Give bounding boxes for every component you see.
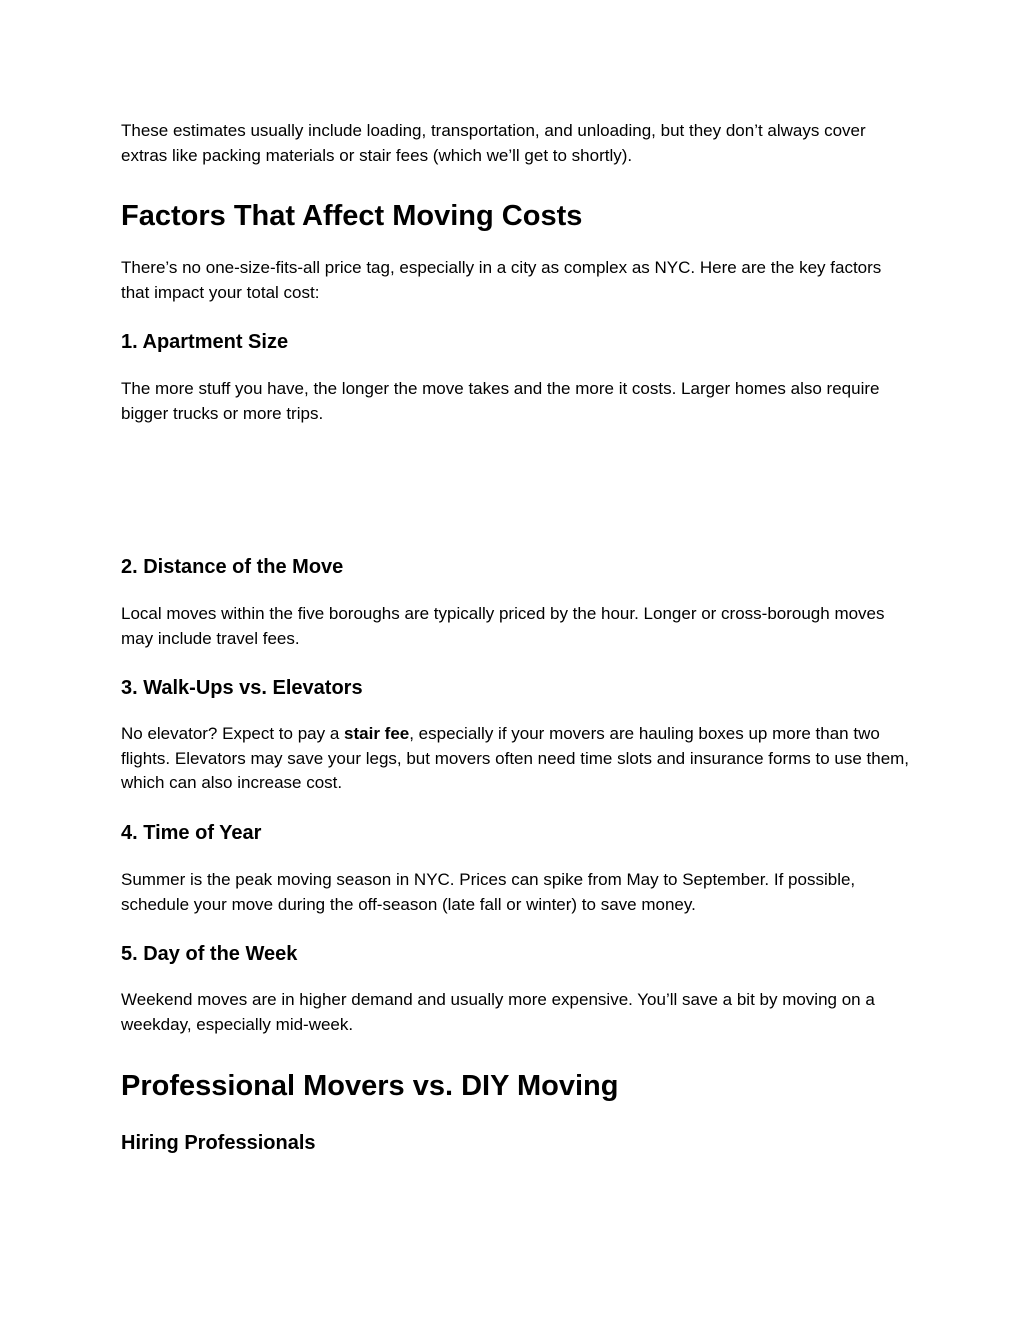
factor-text-day-of-week: Weekend moves are in higher demand and usually more expensive. You’ll save a bit by moving on a weekday, especially mid-week. — [121, 990, 875, 1034]
subheading-hiring-professionals: Hiring Professionals — [121, 1132, 316, 1154]
section-heading-factors: Factors That Affect Moving Costs — [121, 200, 583, 232]
factor-text-time-of-year: Summer is the peak moving season in NYC. Prices can spike from May to September. If possible, schedule your move during the off-season (late fall or winter) to save money. — [121, 870, 856, 914]
factor-text-walk-ups-before: No elevator? Expect to pay a — [121, 724, 345, 743]
factor-text-distance: Local moves within the five boroughs are typically priced by the hour. Longer or cross-borough moves may include travel fees. — [121, 604, 885, 648]
factor-heading-apartment-size: 1. Apartment Size — [121, 331, 289, 353]
intro-paragraph: These estimates usually include loading, transportation, and unloading, but they don’t always cover extras like packing materials or stair fees (which we’ll get to shortly). — [121, 121, 866, 165]
factor-text-apartment-size: The more stuff you have, the longer the move takes and the more it costs. Larger homes also require bigger trucks or more trips. — [121, 379, 880, 423]
stair-fee-bold-term: stair fee — [344, 724, 410, 743]
factor-text-walk-ups — [121, 722, 911, 796]
factor-heading-walk-ups: 3. Walk-Ups vs. Elevators — [121, 677, 363, 699]
section-heading-professional-vs-diy: Professional Movers vs. DIY Moving — [121, 1070, 619, 1102]
factor-heading-distance: 2. Distance of the Move — [121, 556, 344, 578]
factor-text-walk-ups-after: , especially if your movers are hauling boxes up more than two flights. Elevators may save your legs, but movers often need time slots and insurance forms to use them, which can also increase cost. — [121, 724, 910, 792]
factor-heading-time-of-year: 4. Time of Year — [121, 822, 262, 844]
factor-heading-day-of-week: 5. Day of the Week — [121, 943, 298, 965]
factors-intro-paragraph: There’s no one-size-fits-all price tag, especially in a city as complex as NYC. Here are the key factors that impact your total cost: — [121, 258, 882, 302]
